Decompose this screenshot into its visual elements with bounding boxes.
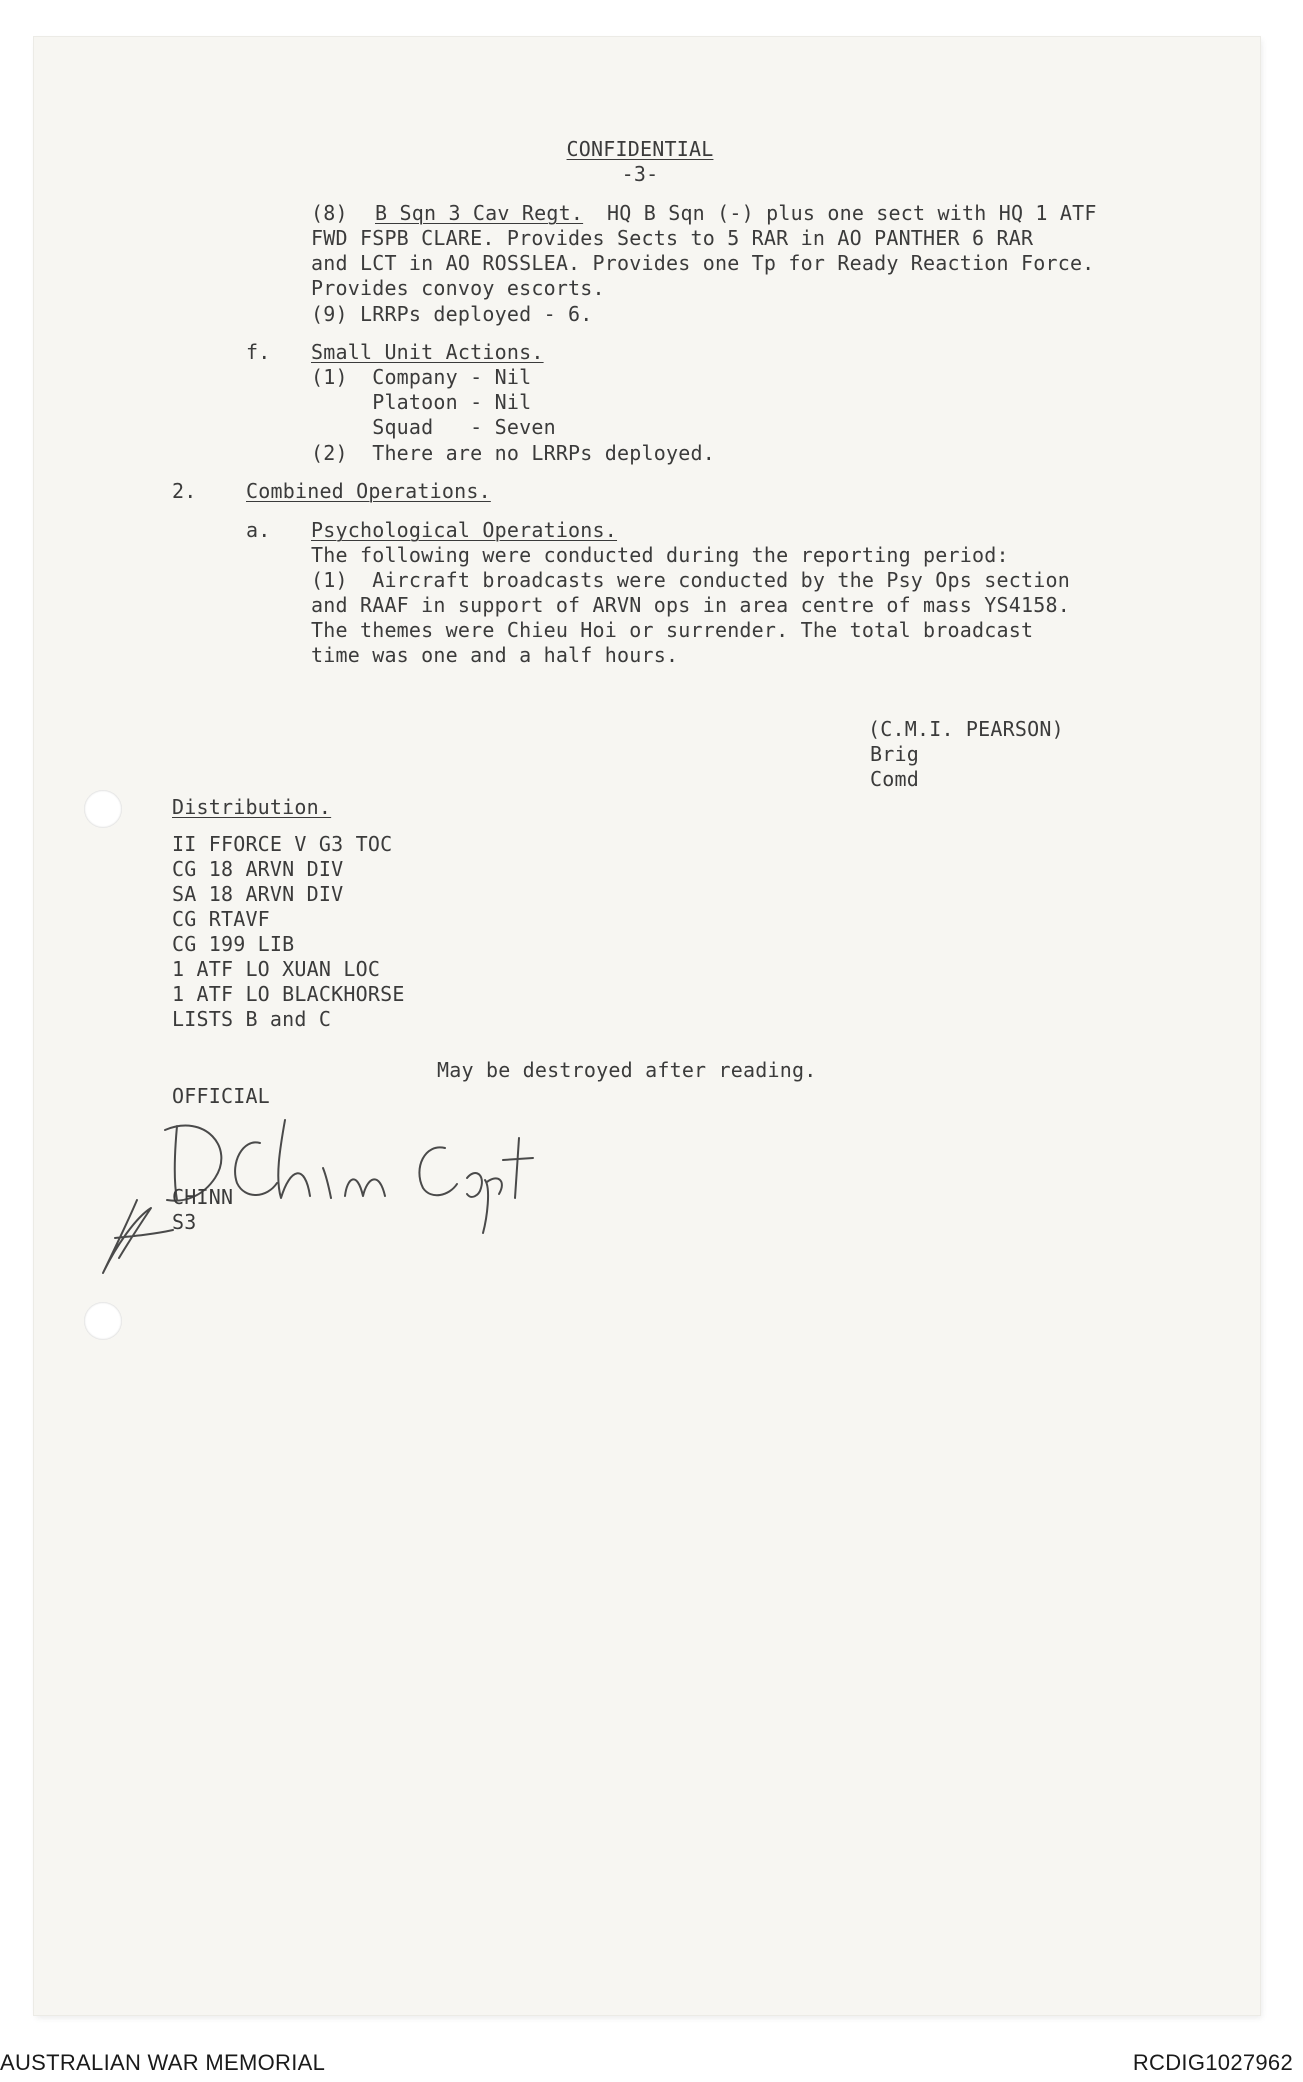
item9-line: (9) LRRPs deployed - 6.: [311, 302, 593, 326]
section-f-line4: (2) There are no LRRPs deployed.: [311, 441, 715, 465]
section-2a-line5: time was one and a half hours.: [311, 643, 679, 667]
item8-number: (8): [311, 201, 348, 225]
distribution-title: Distribution.: [172, 795, 332, 819]
section-2a-line2: (1) Aircraft broadcasts were conducted by the Psy Ops section: [311, 568, 1070, 592]
distribution-item: SA 18 ARVN DIV: [172, 882, 344, 906]
distribution-item: CG 18 ARVN DIV: [172, 857, 344, 881]
item8-line4: Provides convoy escorts.: [311, 276, 605, 300]
punch-hole-bottom: [84, 1302, 122, 1340]
item8-line1: HQ B Sqn (-) plus one sect with HQ 1 ATF: [607, 201, 1097, 225]
commander-rank: Brig: [870, 742, 919, 766]
classification-header: CONFIDENTIAL: [566, 137, 714, 161]
distribution-item: 1 ATF LO BLACKHORSE: [172, 982, 405, 1006]
section-f-label: f.: [246, 340, 271, 364]
section-2a-label: a.: [246, 518, 271, 542]
official-label: OFFICIAL: [172, 1084, 270, 1108]
section-2-title: Combined Operations.: [246, 479, 491, 503]
section-f-title: Small Unit Actions.: [311, 340, 544, 364]
page-number: -3-: [621, 162, 659, 186]
section-2a-line4: The themes were Chieu Hoi or surrender. The total broadcast: [311, 618, 1034, 642]
punch-hole-top: [84, 790, 122, 828]
section-2-label: 2.: [172, 479, 197, 503]
distribution-item: 1 ATF LO XUAN LOC: [172, 957, 381, 981]
section-f-line3: Squad - Seven: [311, 415, 556, 439]
commander-appointment: Comd: [870, 767, 919, 791]
item8-title: B Sqn 3 Cav Regt.: [375, 201, 584, 225]
section-2a-line1: The following were conducted during the reporting period:: [311, 543, 1009, 567]
official-name: CHINN: [172, 1185, 234, 1209]
section-f-line1: (1) Company - Nil: [311, 365, 532, 389]
item8-line3: and LCT in AO ROSSLEA. Provides one Tp for Ready Reaction Force.: [311, 251, 1095, 275]
official-appointment: S3: [172, 1210, 197, 1234]
distribution-item: CG 199 LIB: [172, 932, 295, 956]
footer-archive-name: AUSTRALIAN WAR MEMORIAL: [0, 2050, 326, 2075]
section-2a-title: Psychological Operations.: [311, 518, 618, 542]
footer-record-id: RCDIG1027962: [1132, 2050, 1293, 2075]
destroy-note: May be destroyed after reading.: [437, 1058, 817, 1082]
item8-line2: FWD FSPB CLARE. Provides Sects to 5 RAR in AO PANTHER 6 RAR: [311, 226, 1034, 250]
section-f-line2: Platoon - Nil: [311, 390, 532, 414]
handwritten-signature: [95, 1108, 565, 1278]
section-2a-line3: and RAAF in support of ARVN ops in area centre of mass YS4158.: [311, 593, 1070, 617]
distribution-item: II FFORCE V G3 TOC: [172, 832, 393, 856]
commander-name: (C.M.I. PEARSON): [868, 717, 1064, 741]
distribution-item: LISTS B and C: [172, 1007, 332, 1031]
distribution-item: CG RTAVF: [172, 907, 270, 931]
